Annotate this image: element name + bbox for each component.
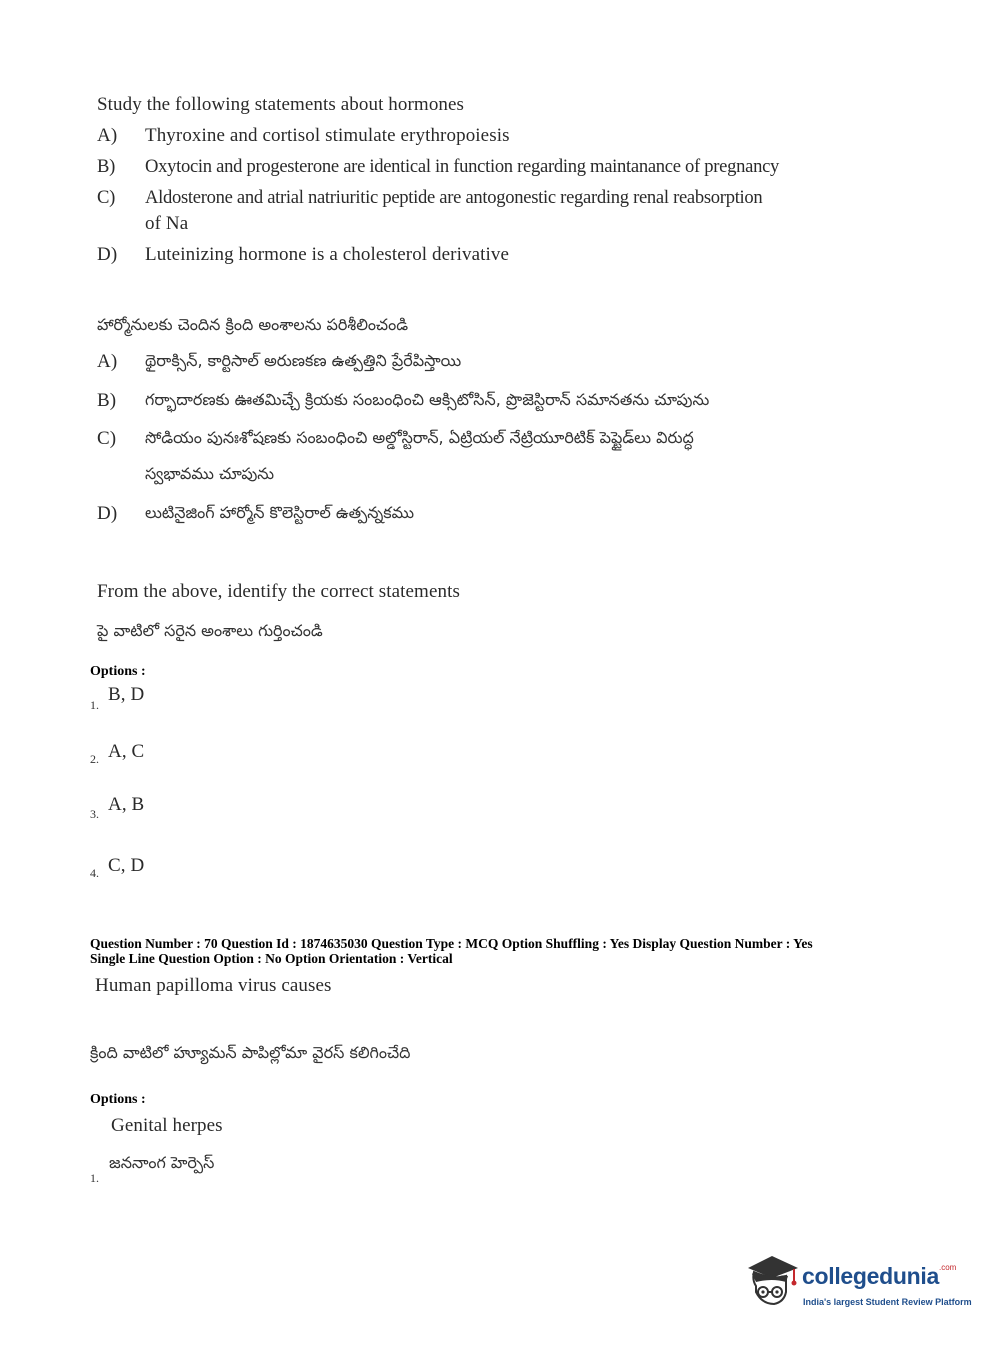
option-number: 1. [90, 1171, 99, 1185]
option-text: C, D [108, 855, 145, 876]
statement-text: సోడియం పునఃశోషణకు సంబంధించి అల్డోస్టిరాన్, ఏట్రియల్ నేట్రియూరిటిక్ పెప్టైడ్‌లు విరుద్ధ [145, 428, 694, 447]
statement-letter: C) [97, 187, 115, 208]
statement-letter: C) [97, 428, 117, 449]
question-meta-line-1: Question Number : 70 Question Id : 1874635030 Question Type : MCQ Option Shuffling : Yes Display Question Number : Yes [90, 936, 813, 951]
statement-c-te [97, 428, 694, 451]
option-number: 1. [90, 698, 99, 712]
question-70-stem-en: Human papilloma virus causes [95, 975, 332, 996]
statement-text: థైరాక్సిన్, కార్టిసాల్ అరుణకణ ఉత్పత్తిని ప్రేరేపిస్తాయి [145, 351, 462, 370]
question-70-stem-te: క్రింది వాటిలో హ్యూమన్ పాపిల్లోమా వైరస్ కలిగించేది [90, 1043, 411, 1062]
options-label: Options : [90, 1092, 146, 1107]
statement-text: గర్భాదారణకు ఊతమిచ్చే క్రియకు సంబంధించి ఆక్సిటోసిన్, ప్రొజెస్టిరాన్ సమానతను చూపును [145, 390, 710, 409]
statement-c-en-continuation: of Na [145, 213, 189, 234]
statement-text: Aldosterone and atrial natriuritic peptide are antogonestic regarding renal reabsorption [145, 187, 763, 208]
option-number: 3. [90, 807, 99, 821]
question-stem-en: Study the following statements about hormones [97, 94, 465, 115]
logo-wordmark: collegedunia [802, 1263, 939, 1289]
question-ask-en: From the above, identify the correct statements [97, 581, 460, 602]
statement-text: లుటినైజింగ్ హార్మోన్ కొలెస్టిరాల్ ఉత్పన్నకము [145, 503, 415, 522]
option-text: B, D [108, 684, 145, 705]
option-number: 2. [90, 752, 99, 766]
statement-letter: B) [97, 390, 117, 411]
logo-tagline: India's largest Student Review Platform [803, 1297, 972, 1307]
statement-c-en [97, 187, 762, 209]
question-ask-te: పై వాటిలో సరైన అంశాలు గుర్తించండి [97, 621, 323, 640]
option-text-en: Genital herpes [111, 1115, 223, 1136]
options-label: Options : [90, 664, 146, 679]
statement-a-en [97, 125, 510, 147]
statement-text: Luteinizing hormone is a cholesterol derivative [145, 244, 510, 265]
mascot-icon [742, 1252, 800, 1310]
question-meta-line-2: Single Line Question Option : No Option Orientation : Vertical [90, 951, 453, 966]
collegedunia-logo [742, 1252, 972, 1312]
option-text: A, C [108, 741, 145, 762]
statement-d-te [97, 503, 414, 526]
option-number: 4. [90, 866, 99, 880]
option-text: A, B [108, 794, 145, 815]
statement-text: Thyroxine and cortisol stimulate erythropoiesis [145, 125, 510, 146]
statement-text: Oxytocin and progesterone are identical in function regarding maintanance of pregnancy [145, 156, 780, 177]
statement-letter: A) [97, 351, 118, 372]
statement-letter: B) [97, 156, 115, 177]
statement-a-te [97, 351, 461, 374]
question-stem-te: హార్మోనులకు చెందిన క్రింది అంశాలను పరిశీలించండి [97, 315, 409, 334]
statement-c-te-continuation: స్వభావము చూపును [145, 464, 275, 483]
logo-suffix: .com [938, 1263, 957, 1272]
statement-letter: A) [97, 125, 118, 146]
statement-b-en [97, 156, 779, 178]
statement-d-en [97, 244, 509, 266]
statement-letter: D) [97, 503, 118, 524]
statement-letter: D) [97, 244, 118, 265]
statement-b-te [97, 390, 709, 413]
option-text-te: జననాంగ హెర్పెస్ [109, 1153, 215, 1172]
